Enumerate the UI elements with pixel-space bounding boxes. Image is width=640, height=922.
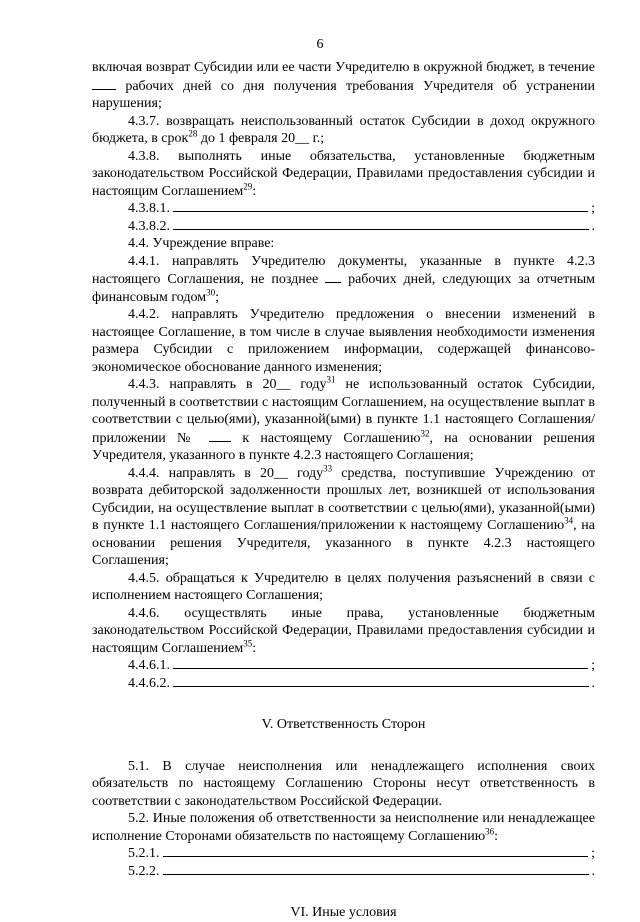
clause-4-4-1	[92, 253, 595, 307]
text: к настоящему Соглашению	[231, 430, 421, 446]
text: :	[252, 640, 257, 656]
footnote-ref: 30	[206, 286, 216, 297]
page-number: 6	[316, 37, 324, 52]
fill-line-4-4-6-2	[92, 675, 595, 693]
text: 4.4.6. осуществлять иные права, установленные бюджетным законодательством Российской Федерации, Правилами предоставления субсидии и настоящим Соглашением	[92, 605, 595, 656]
blank-line	[173, 667, 588, 669]
clause-4-4-6	[92, 605, 595, 658]
line-label: 5.2.1.	[128, 846, 160, 861]
line-end: ;	[591, 201, 595, 216]
fill-line-5-2-1	[92, 845, 595, 863]
clause-4-4-4	[92, 462, 595, 570]
text: 4.3.7. возвращать неиспользованный остаток Субсидии в доход окружного бюджета, в срок	[92, 113, 595, 146]
blank-annex-number	[209, 429, 231, 442]
fill-line-4-3-8-2	[92, 218, 595, 236]
footnote-ref: 32	[420, 427, 430, 438]
line-label: 4.4.6.1.	[128, 658, 170, 673]
blank-line	[173, 210, 588, 212]
clause-4-4: 4.4. Учреждение вправе:	[128, 236, 275, 251]
text: ;	[215, 289, 219, 305]
blank-line	[163, 873, 589, 875]
line-end: .	[591, 675, 595, 691]
text: :	[252, 183, 257, 199]
line-end: .	[591, 863, 595, 879]
text: рабочих дней со дня получения требования Учредителя об устранении нарушения;	[92, 78, 595, 111]
clause-4-4-2: 4.4.2. направлять Учредителю предложения о внесении изменений в настоящее Соглашение, в том числе в случае выявления необходимости изменения размера Субсидии с приложением информации, содержащей финансово-экономическое обоснование данного изменения;	[92, 307, 595, 375]
text: 5.2. Иные положения об ответственности за неисполнение или ненадлежащее исполнение Сторонами обязательств по настоящему Соглашению	[92, 811, 595, 844]
text: включая возврат Субсидии или ее части Учредителю в окружной бюджет, в течение	[92, 60, 595, 75]
text: 4.4.3. направлять в 20__ году	[128, 377, 327, 392]
text: рабочих дней, следующих за отчетным финансовым годом	[92, 272, 595, 305]
clause-5-1: 5.1. В случае неисполнения или ненадлежащего исполнения своих обязательств по настоящему Соглашению Стороны несут ответственность в соответствии с законодательством Российской Федерации.	[92, 758, 595, 809]
footnote-ref: 29	[243, 180, 253, 191]
line-label: 4.3.8.2.	[128, 218, 170, 234]
footnote-ref: 33	[323, 462, 333, 473]
line-end: ;	[591, 658, 595, 673]
fill-line-5-2-2	[92, 863, 595, 881]
blank-days	[325, 270, 341, 283]
clause-4-3-7	[92, 113, 595, 148]
fill-line-4-4-6-1	[92, 657, 595, 675]
clause-4-4-3	[92, 376, 595, 465]
footnote-ref: 28	[188, 128, 198, 139]
text: 4.4.4. направлять в 20__ году	[128, 465, 324, 481]
text: , на основании решения Учредителя, указанного в пункте 4.2.3 настоящего Соглашения;	[92, 518, 595, 568]
line-end: .	[591, 218, 595, 234]
blank-days	[92, 77, 116, 90]
line-label: 5.2.2.	[128, 863, 160, 879]
text: средства, поступившие Учреждению от возврата дебиторской задолженности прошлых лет, возникшей от использования Субсидии, на осуществление выплат в соответствии с целью(ями), указанной(ыми) в пункте 1.1 настоящего Соглашения/приложении к настоящему Соглашению	[92, 465, 595, 533]
text: 4.4.1. направлять Учредителю документы, указанные в пункте 4.2.3 настоящего Соглашения, не позднее	[92, 253, 595, 287]
fill-line-4-3-8-1	[92, 200, 595, 218]
blank-line	[173, 685, 589, 687]
document-body	[92, 59, 595, 922]
section-heading-v: V. Ответственность Сторон	[261, 717, 426, 732]
section-heading-vi: VI. Иные условия	[290, 905, 397, 920]
text: не использованный остаток Субсидии, полученный в соответствии с настоящим Соглашением, на осуществление выплат в соответствии с целью(ями), указанной(ыми) в пункте 1.1 настоящего Соглашения/приложении №	[92, 377, 595, 446]
footnote-ref: 36	[485, 825, 495, 836]
text: 4.3.8. выполнять иные обязательства, установленные бюджетным законодательством Российской Федерации, Правилами предоставления субсидии и настоящим Соглашением	[92, 148, 595, 199]
clause-4-3-8	[92, 148, 595, 201]
text: , на основании решения Учредителя, указанного в пункте 4.2.3 настоящего Соглашения;	[92, 430, 595, 463]
clause-4-4-5: 4.4.5. обращаться к Учредителю в целях получения разъяснений в связи с исполнением настоящего Соглашения;	[92, 570, 595, 603]
line-label: 4.3.8.1.	[128, 201, 170, 216]
text: до 1 февраля 20__ г.;	[197, 131, 325, 146]
clause-5-2	[92, 810, 595, 845]
blank-line	[173, 228, 589, 230]
blank-line	[163, 855, 589, 857]
text: :	[494, 828, 499, 844]
footnote-ref: 34	[564, 515, 574, 526]
footnote-ref: 35	[243, 637, 253, 648]
line-label: 4.4.6.2.	[128, 675, 170, 691]
paragraph-refund	[92, 59, 595, 113]
footnote-ref: 31	[326, 374, 336, 385]
line-end: ;	[591, 846, 595, 861]
